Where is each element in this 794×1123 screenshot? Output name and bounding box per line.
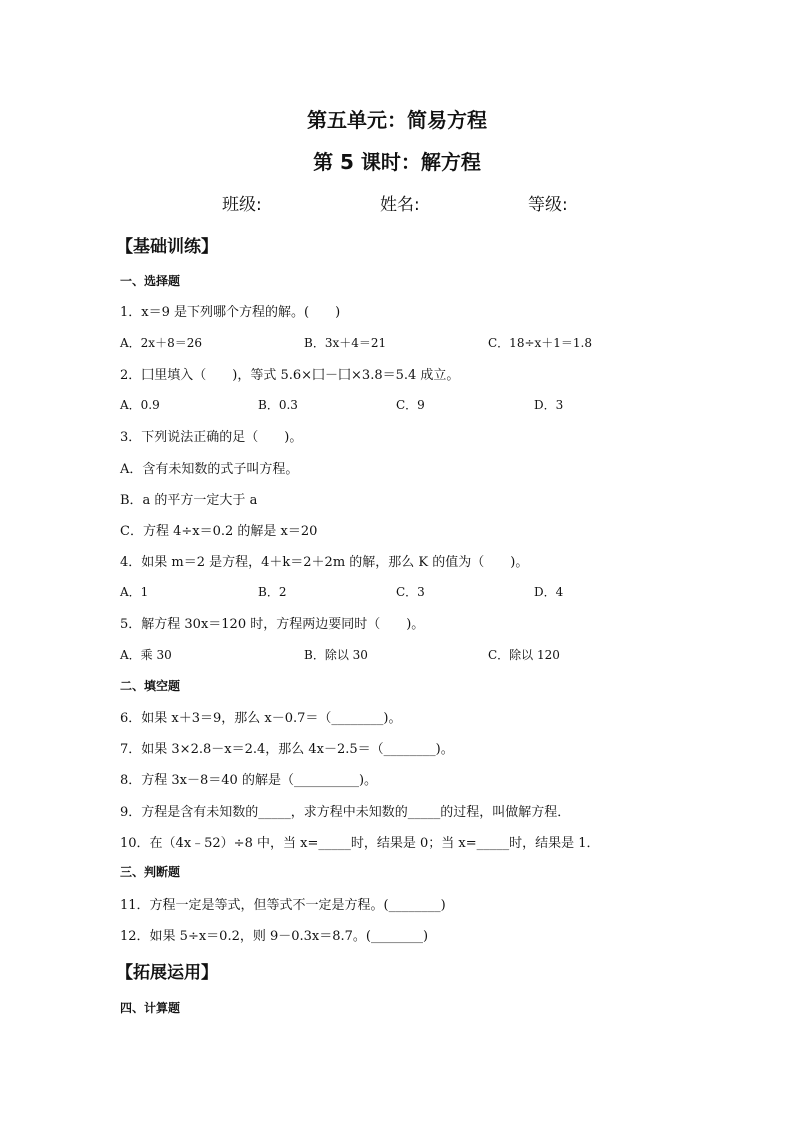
question-3: 3．下列说法正确的足（ )。: [120, 430, 303, 445]
subsection-fill: 二、填空题: [120, 679, 181, 693]
q1-option-b: B．3x＋4＝21: [304, 336, 387, 350]
q3-option-b: B．a 的平方一定大于 a: [120, 493, 258, 508]
q3-option-c: C．方程 4÷x＝0.2 的解是 x＝20: [120, 524, 318, 539]
page-subtitle: 第 5 课时：解方程: [313, 150, 481, 174]
subsection-judge: 三、判断题: [120, 865, 181, 879]
q4-option-c: C．3: [396, 585, 425, 599]
question-4: 4．如果 m＝2 是方程，4＋k＝2＋2m 的解，那么 K 的值为（ )。: [120, 555, 529, 570]
subsection-choice: 一、选择题: [120, 274, 181, 288]
q1-option-c: C．18÷x＋1＝1.8: [488, 336, 592, 350]
q4-option-d: D．4: [534, 585, 564, 599]
question-11: 11．方程一定是等式，但等式不一定是方程。(________): [120, 898, 446, 913]
section-basic-training: 【基础训练】: [116, 237, 218, 257]
q4-option-a: A．1: [120, 585, 149, 599]
question-5: 5．解方程 30x＝120 时，方程两边要同时（ )。: [120, 617, 425, 632]
question-10: 10．在（4x﹣52）÷8 中，当 x=_____时，结果是 0；当 x=_____时，结果是 1．: [120, 836, 600, 851]
page-title: 第五单元：简易方程: [307, 108, 487, 132]
question-6: 6．如果 x＋3＝9，那么 x－0.7＝（________)。: [120, 711, 402, 726]
q5-option-a: A．乘 30: [120, 648, 172, 662]
question-8: 8．方程 3x－8＝40 的解是（__________)。: [120, 773, 378, 788]
grade-label: 等级:: [528, 195, 568, 215]
q2-option-a: A．0.9: [120, 398, 160, 412]
q4-option-b: B．2: [258, 585, 287, 599]
q2-option-d: D．3: [534, 398, 564, 412]
section-extend: 【拓展运用】: [116, 963, 218, 983]
q2-option-b: B．0.3: [258, 398, 298, 412]
question-12: 12．如果 5÷x＝0.2，则 9－0.3x＝8.7。(________): [120, 929, 429, 944]
class-label: 班级:: [222, 195, 262, 215]
name-label: 姓名:: [380, 195, 420, 215]
question-9: 9．方程是含有未知数的_____，求方程中未知数的_____的过程，叫做解方程．: [120, 805, 571, 820]
subsection-calc: 四、计算题: [120, 1001, 181, 1015]
q2-option-c: C．9: [396, 398, 425, 412]
q5-option-c: C．除以 120: [488, 648, 560, 662]
q1-option-a: A．2x＋8＝26: [120, 336, 202, 350]
question-2: 2．囗里填入（ )，等式 5.6×囗－囗×3.8＝5.4 成立。: [120, 368, 460, 383]
q5-option-b: B．除以 30: [304, 648, 368, 662]
question-7: 7．如果 3×2.8－x＝2.4，那么 4x－2.5＝（________)。: [120, 742, 454, 757]
question-1: 1．x＝9 是下列哪个方程的解。( ): [120, 305, 341, 320]
q3-option-a: A．含有未知数的式子叫方程。: [120, 462, 299, 477]
